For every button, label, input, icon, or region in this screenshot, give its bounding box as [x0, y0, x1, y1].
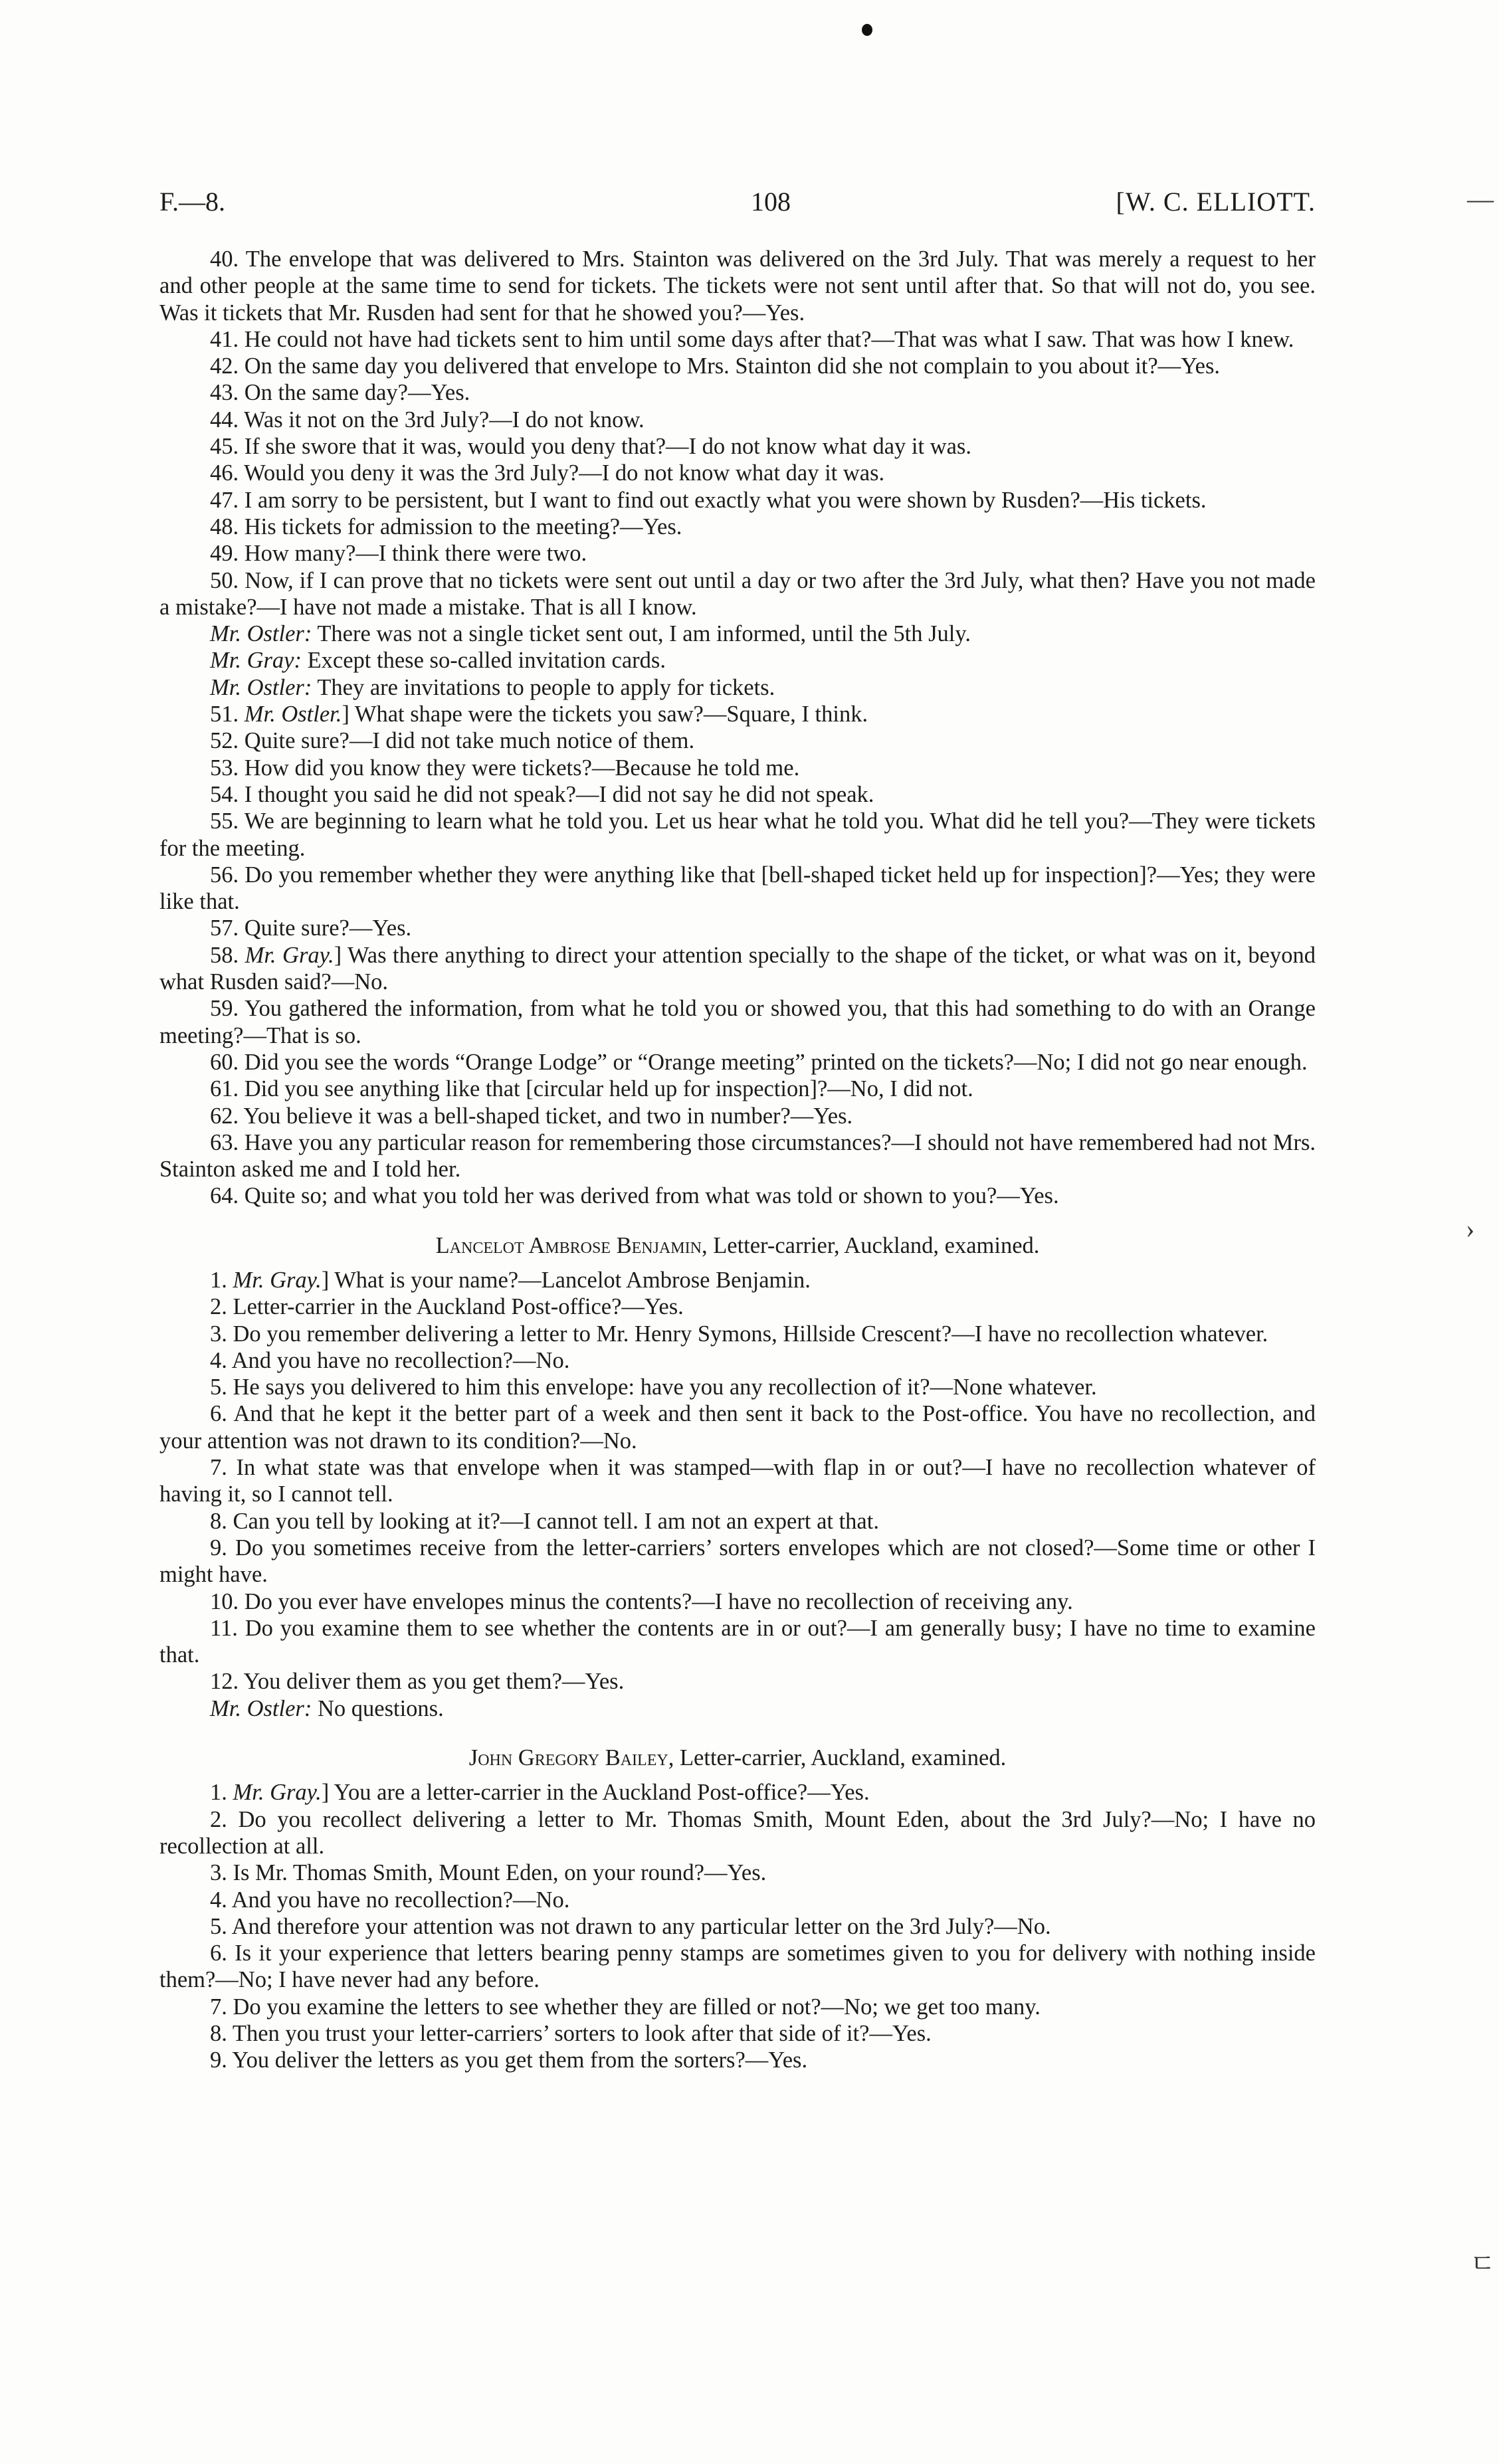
question-paragraph — [159, 1374, 1316, 1400]
question-paragraph — [159, 647, 1316, 674]
question-paragraph — [159, 1779, 1316, 1806]
speaker-name: Mr. Gray. — [245, 942, 334, 968]
paragraph-text: 62. You believe it was a bell-shaped ticket, and two in number?—Yes. — [210, 1103, 853, 1129]
question-paragraph — [159, 942, 1316, 996]
question-paragraph — [159, 1887, 1316, 1913]
question-paragraph — [159, 246, 1316, 326]
paragraph-text: They are invitations to people to apply for tickets. — [312, 674, 775, 700]
question-paragraph — [159, 1103, 1316, 1129]
paragraph-text: 4. And you have no recollection?—No. — [210, 1347, 570, 1373]
paragraph-text: 48. His tickets for admission to the meeting?—Yes. — [210, 514, 682, 539]
speaker-name: Mr. Gray: — [210, 648, 302, 674]
question-paragraph — [159, 1076, 1316, 1102]
paragraph-text: ] What is your name?—Lancelot Ambrose Benjamin. — [321, 1267, 811, 1293]
question-paragraph — [159, 1508, 1316, 1535]
question-paragraph — [159, 1129, 1316, 1183]
paragraph-text: 3. Is Mr. Thomas Smith, Mount Eden, on your round?—Yes. — [210, 1860, 767, 1886]
paragraph-text: 53. How did you know they were tickets?—Because he told me. — [210, 755, 800, 781]
question-paragraph — [159, 1859, 1316, 1886]
question-paragraph — [159, 353, 1316, 379]
question-paragraph — [159, 727, 1316, 754]
question-paragraph — [159, 487, 1316, 514]
question-paragraph — [159, 755, 1316, 781]
question-paragraph — [159, 379, 1316, 406]
question-paragraph — [159, 1049, 1316, 1076]
paragraph-text: 3. Do you remember delivering a letter to Mr. Henry Symons, Hillside Crescent?—I have no recollection whatever. — [210, 1321, 1268, 1347]
speaker-name: Mr. Gray. — [233, 1780, 322, 1806]
paragraph-text: 56. Do you remember whether they were anything like that [bell-shaped ticket held up for inspection]?—Yes; they were like that. — [159, 862, 1316, 915]
margin-mark-bottom-right: ㄷ — [1470, 2249, 1496, 2279]
question-paragraph — [159, 1615, 1316, 1669]
question-paragraph — [159, 620, 1316, 647]
question-paragraph — [159, 1994, 1316, 2020]
speaker-name: Mr. Ostler. — [244, 702, 342, 727]
witness-description: , Letter-carrier, Auckland, examined. — [701, 1232, 1040, 1258]
paragraph-text: 40. The envelope that was delivered to Mrs. Stainton was delivered on the 3rd July. That was merely a request to her and other people at the same time to send for tickets. The tickets were not sent until after that. So that will not do, you see. Was it tickets that Mr. Rusden had sent for that he showed you?—Yes. — [159, 246, 1316, 326]
paragraph-text: 5. He says you delivered to him this envelope: have you any recollection of it?—None whatever. — [210, 1374, 1097, 1400]
paragraph-text: 7. Do you examine the letters to see whether they are filled or not?—No; we get too many. — [210, 1994, 1041, 2020]
page-body — [159, 246, 1316, 2074]
margin-mark-top-right: — — [1467, 184, 1494, 214]
question-paragraph — [159, 514, 1316, 540]
question-paragraph — [159, 1347, 1316, 1374]
paragraph-text: 64. Quite so; and what you told her was derived from what was told or shown to you?—Yes. — [210, 1183, 1059, 1209]
paragraph-text: ] You are a letter-carrier in the Auckland Post-office?—Yes. — [321, 1780, 870, 1806]
question-paragraph — [159, 808, 1316, 862]
speaker-name: Mr. Ostler: — [210, 621, 312, 647]
elliott-testimony — [159, 246, 1316, 1210]
question-paragraph — [159, 1454, 1316, 1508]
paragraph-text: 61. Did you see anything like that [circular held up for inspection]?—No, I did not. — [210, 1076, 973, 1102]
paragraph-text: 50. Now, if I can prove that no tickets were sent out until a day or two after the 3rd July, what then? Have you not made a mistake?—I have not made a mistake. That is all I know. — [159, 567, 1316, 620]
question-number: 1. — [210, 1780, 233, 1806]
paragraph-text: 49. How many?—I think there were two. — [210, 541, 587, 567]
paper-reference: F.—8. — [159, 187, 226, 217]
paragraph-text: 47. I am sorry to be persistent, but I want to find out exactly what you were shown by Rusden?—His tickets. — [210, 487, 1207, 513]
question-paragraph — [159, 701, 1316, 727]
paragraph-text: Except these so-called invitation cards. — [301, 648, 666, 674]
question-number: 51. — [210, 702, 245, 727]
paragraph-text: 42. On the same day you delivered that envelope to Mrs. Stainton did she not complain to you about it?—Yes. — [210, 353, 1221, 379]
paragraph-text: 43. On the same day?—Yes. — [210, 380, 470, 406]
paragraph-text: 44. Was it not on the 3rd July?—I do not know. — [210, 407, 645, 432]
question-paragraph — [159, 1183, 1316, 1209]
paragraph-text: 9. Do you sometimes receive from the letter-carriers’ sorters envelopes which are not closed?—Some time or other I might have. — [159, 1535, 1316, 1588]
question-paragraph — [159, 1806, 1316, 1860]
question-paragraph — [159, 2047, 1316, 2073]
paragraph-text: 6. Is it your experience that letters bearing penny stamps are sometimes given to you for delivery with nothing inside them?—No; I have never had any before. — [159, 1941, 1316, 1993]
benjamin-heading — [159, 1232, 1316, 1259]
question-paragraph — [159, 1267, 1316, 1293]
question-paragraph — [159, 407, 1316, 433]
paragraph-text: There was not a single ticket sent out, I am informed, until the 5th July. — [312, 621, 971, 647]
paragraph-text: 7. In what state was that envelope when it was stamped—with flap in or out?—I have no recollection whatever of having it, so I cannot tell. — [159, 1455, 1316, 1507]
page-number: 108 — [751, 187, 791, 217]
paragraph-text: 59. You gathered the information, from what he told you or showed you, that this had something to do with an Orange meeting?—That is so. — [159, 996, 1316, 1048]
question-paragraph — [159, 995, 1316, 1049]
paragraph-text: 9. You deliver the letters as you get them from the sorters?—Yes. — [210, 2047, 808, 2073]
question-paragraph — [159, 1940, 1316, 1994]
speaker-name: Mr. Gray. — [233, 1267, 322, 1293]
paragraph-text: 8. Can you tell by looking at it?—I cannot tell. I am not an expert at that. — [210, 1508, 879, 1534]
question-paragraph — [159, 433, 1316, 460]
question-paragraph — [159, 460, 1316, 486]
question-paragraph — [159, 674, 1316, 701]
question-paragraph — [159, 326, 1316, 353]
benjamin-testimony — [159, 1267, 1316, 1722]
speaker-name: Mr. Ostler: — [210, 674, 312, 700]
paragraph-text: 2. Letter-carrier in the Auckland Post-office?—Yes. — [210, 1294, 684, 1320]
paragraph-text: 57. Quite sure?—Yes. — [210, 915, 412, 941]
paragraph-text: 60. Did you see the words “Orange Lodge” or “Orange meeting” printed on the tickets?—No; I did not go near enough. — [210, 1049, 1308, 1075]
question-paragraph — [159, 567, 1316, 621]
witness-description: , Letter-carrier, Auckland, examined. — [668, 1745, 1007, 1771]
witness-name: John Gregory Bailey — [468, 1745, 668, 1771]
paragraph-text: 2. Do you recollect delivering a letter to Mr. Thomas Smith, Mount Eden, about the 3rd July?—No; I have no recollection at all. — [159, 1806, 1316, 1859]
margin-mark-mid-right: › — [1466, 1214, 1475, 1244]
question-paragraph — [159, 1321, 1316, 1347]
paragraph-text: 5. And therefore your attention was not drawn to any particular letter on the 3rd July?—No. — [210, 1913, 1051, 1939]
witness-running-head: [W. C. ELLIOTT. — [1116, 187, 1316, 217]
paragraph-text: 54. I thought you said he did not speak?—I did not say he did not speak. — [210, 781, 874, 807]
question-paragraph — [159, 915, 1316, 941]
paragraph-text: 10. Do you ever have envelopes minus the contents?—I have no recollection of receiving any. — [210, 1588, 1073, 1614]
paragraph-text: ] Was there anything to direct your attention specially to the shape of the ticket, or what was on it, beyond what Rusden said?—No. — [159, 942, 1316, 995]
question-paragraph — [159, 1695, 1316, 1722]
page-header — [159, 186, 1316, 219]
question-paragraph — [159, 781, 1316, 808]
paragraph-text: 63. Have you any particular reason for remembering those circumstances?—I should not have remembered had not Mrs. Stainton asked me and I told her. — [159, 1129, 1316, 1183]
bailey-heading — [159, 1745, 1316, 1771]
paragraph-text: 4. And you have no recollection?—No. — [210, 1887, 570, 1913]
question-paragraph — [159, 1293, 1316, 1320]
paragraph-text: 45. If she swore that it was, would you deny that?—I do not know what day it was. — [210, 434, 971, 460]
question-paragraph — [159, 540, 1316, 567]
question-paragraph — [159, 1588, 1316, 1615]
paragraph-text: 52. Quite sure?—I did not take much notice of them. — [210, 728, 695, 754]
paragraph-text: 46. Would you deny it was the 3rd July?—I do not know what day it was. — [210, 460, 885, 486]
question-paragraph — [159, 1913, 1316, 1940]
paragraph-text: 8. Then you trust your letter-carriers’ sorters to look after that side of it?—Yes. — [210, 2021, 932, 2046]
paragraph-text: 55. We are beginning to learn what he told you. Let us hear what he told you. What did he tell you?—They were tickets for the meeting. — [159, 808, 1316, 861]
question-paragraph — [159, 1668, 1316, 1695]
bailey-testimony — [159, 1779, 1316, 2073]
paragraph-text: 11. Do you examine them to see whether the contents are in or out?—I am generally busy; I have no time to examine that. — [159, 1615, 1316, 1668]
paragraph-text: No questions. — [312, 1695, 444, 1721]
question-paragraph — [159, 1535, 1316, 1588]
question-number: 58. — [210, 942, 245, 968]
ink-dot-mark — [862, 24, 872, 36]
question-paragraph — [159, 862, 1316, 915]
paragraph-text: 6. And that he kept it the better part of a week and then sent it back to the Post-office. You have no recollection, and your attention was not drawn to its condition?—No. — [159, 1401, 1316, 1454]
question-paragraph — [159, 1400, 1316, 1454]
paragraph-text: ] What shape were the tickets you saw?—Square, I think. — [342, 702, 868, 727]
question-number: 1. — [210, 1267, 233, 1293]
witness-name: Lancelot Ambrose Benjamin — [435, 1232, 702, 1258]
paragraph-text: 12. You deliver them as you get them?—Yes. — [210, 1669, 625, 1695]
question-paragraph — [159, 2020, 1316, 2047]
paragraph-text: 41. He could not have had tickets sent to him until some days after that?—That was what I saw. That was how I knew. — [210, 326, 1294, 352]
speaker-name: Mr. Ostler: — [210, 1695, 312, 1721]
